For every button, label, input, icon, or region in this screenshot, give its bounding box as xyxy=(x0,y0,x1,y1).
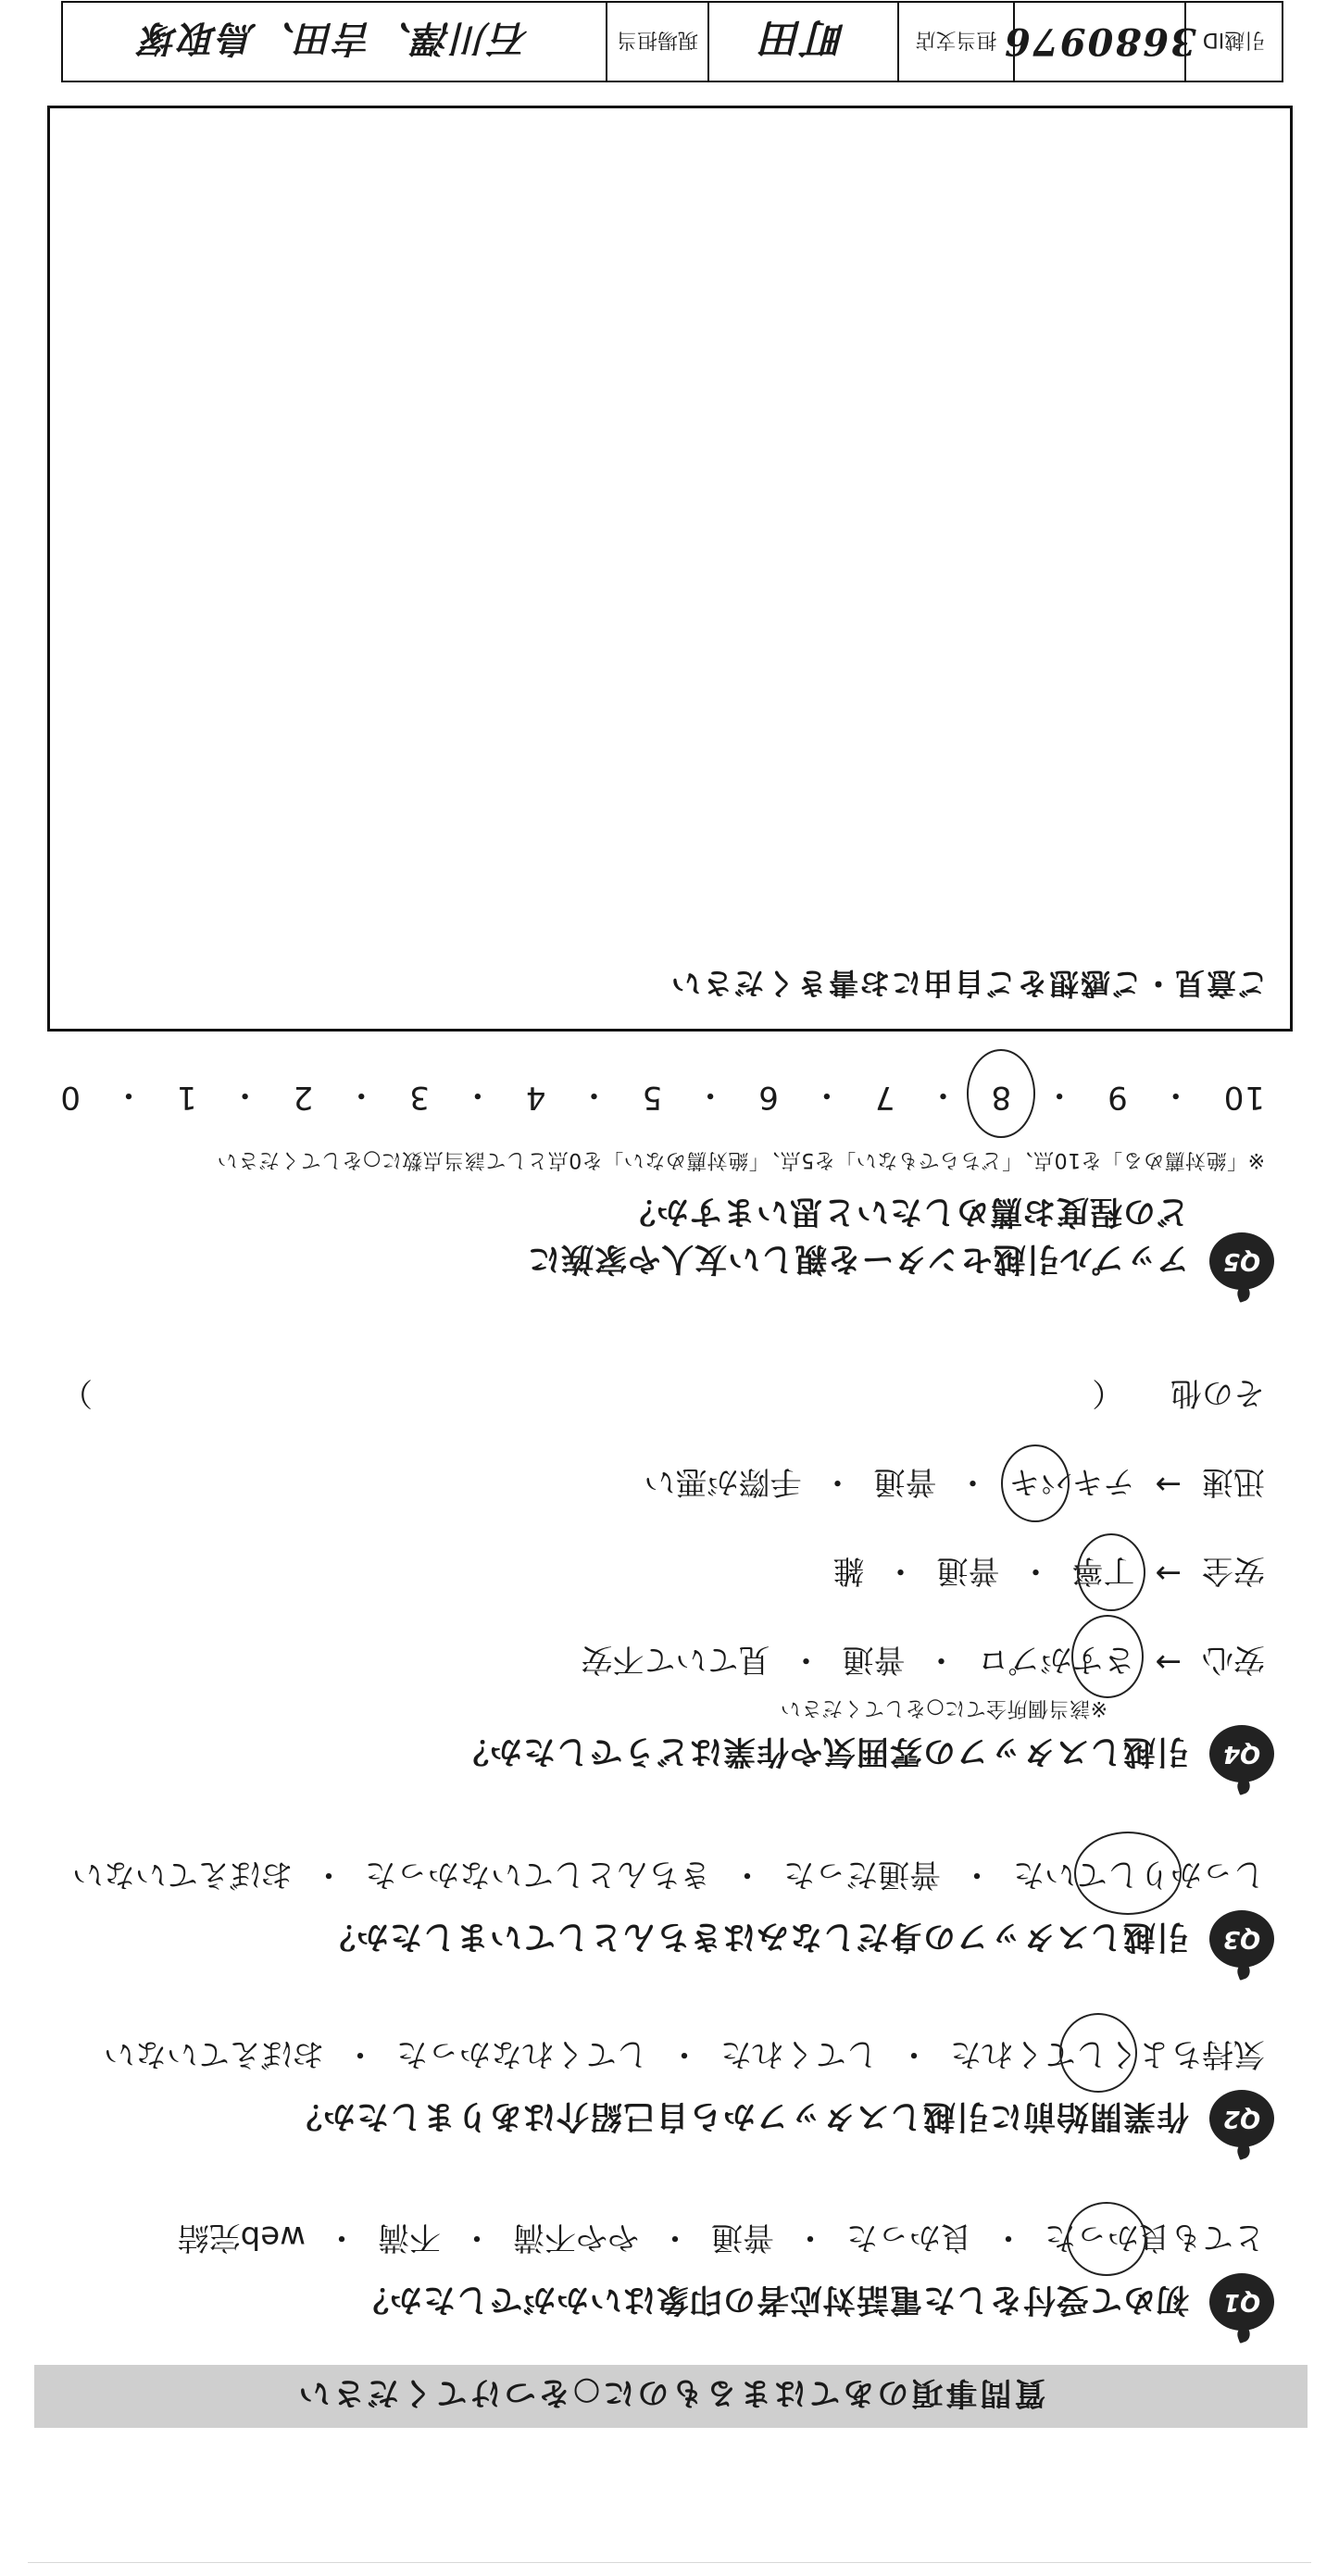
q3-option-untidy[interactable]: きちんとしていなかった xyxy=(365,1856,711,1893)
leader-label: 現場担当 xyxy=(617,28,699,52)
q1-option-web[interactable]: web完結 xyxy=(177,2219,306,2256)
q4-row-label: 迅速 xyxy=(1202,1463,1265,1500)
id-value: 3680976 xyxy=(1003,19,1196,64)
leader-label-cell xyxy=(606,3,707,81)
scale-7[interactable]: 7 xyxy=(873,1079,895,1117)
q3-option-normal[interactable]: 普通だった xyxy=(783,1856,941,1893)
question-q4 xyxy=(456,1720,1274,1787)
q4-anzen-option-rough[interactable]: 雑 xyxy=(832,1552,865,1589)
q4-other-close-paren[interactable]: ） xyxy=(61,1374,93,1411)
scale-9[interactable]: 9 xyxy=(1107,1079,1128,1117)
q2-option-dont-remember[interactable]: おぼえていない xyxy=(104,2035,324,2072)
q4-jinsoku-option-quick[interactable]: テキパキ xyxy=(1009,1462,1135,1507)
arrow-icon: → xyxy=(1155,1555,1182,1593)
scale-5[interactable]: 5 xyxy=(641,1079,663,1117)
q1-text: 初めて受付をした電話対応者の印象はいかがでしたか？ xyxy=(355,2281,1189,2318)
id-label-cell xyxy=(1184,3,1282,81)
q4-row-anshin: 安心 → さすがプロ ・ 普通 ・ 見ていて不安 xyxy=(582,1640,1266,1685)
scale-8[interactable]: 8 xyxy=(990,1080,1011,1117)
q4-jinsoku-option-normal[interactable]: 普通 xyxy=(873,1463,937,1500)
q2-option-did-not[interactable]: してくれなかった xyxy=(396,2035,648,2072)
q5-note: ※「絶対薦める」を10点、「どちらでもない」を5点、「絶対薦めない」を0点として該当点数に○をしてください xyxy=(217,1148,1265,1171)
q2-option-did[interactable]: してくれた xyxy=(720,2035,878,2072)
q4-row-jinsoku: 迅速 → テキパキ ・ 普通 ・ 手際が悪い xyxy=(644,1462,1266,1507)
q3-text: 引越しスタッフの身だしなみはきちんとしていましたか？ xyxy=(321,1918,1189,1955)
q4-text: 引越しスタッフの雰囲気や作業はどうでしたか？ xyxy=(455,1732,1189,1769)
scale-6[interactable]: 6 xyxy=(757,1079,779,1117)
q4-anzen-handwritten-circle xyxy=(1078,1533,1146,1611)
q4-other-row xyxy=(61,1373,1265,1419)
instruction-text: 質問事項のあてはまるものに○をつけてください xyxy=(295,2374,1046,2412)
q3-option-dont-remember[interactable]: おぼえていない xyxy=(72,1856,293,1893)
q3-option-tidy[interactable]: しっかりしていた xyxy=(1013,1855,1265,1900)
question-q2 xyxy=(289,2085,1274,2152)
q3-badge: Q3 xyxy=(1209,1910,1274,1968)
q1-handwritten-circle xyxy=(1067,2202,1146,2276)
leader-value-cell[interactable] xyxy=(63,3,606,81)
q4-note: ※該当個所全てに○をしてください xyxy=(780,1696,1107,1719)
q5-badge: Q5 xyxy=(1209,1232,1274,1290)
q4-anshin-option-pro[interactable]: さすがプロ xyxy=(978,1640,1135,1685)
q1-option-very-good[interactable]: とても良かった xyxy=(1045,2218,1265,2263)
question-q1 xyxy=(356,2269,1274,2335)
q4-anshin-option-anxious[interactable]: 見ていて不安 xyxy=(581,1641,770,1678)
q4-anzen-option-careful[interactable]: 丁寧 xyxy=(1072,1551,1135,1596)
arrow-icon: → xyxy=(1155,1466,1182,1504)
q3-options: しっかりしていた ・ 普通だった ・ きちんとしていなかった ・ おぼえていない xyxy=(72,1855,1265,1900)
q4-anzen-option-normal[interactable]: 普通 xyxy=(936,1552,1000,1589)
question-q5 xyxy=(527,1228,1274,1294)
instruction-banner xyxy=(34,2365,1308,2428)
q5-text-line2: どの程度お薦めしたいと思いますか？ xyxy=(621,1193,1189,1230)
branch-value-cell[interactable] xyxy=(707,3,897,81)
q4-other-open-paren: （ xyxy=(1092,1374,1124,1411)
q1-option-somewhat-dissatisfied[interactable]: やや不満 xyxy=(513,2219,639,2256)
q4-anshin-handwritten-circle xyxy=(1072,1615,1145,1698)
header-table xyxy=(61,1,1283,82)
id-label: 引越ID xyxy=(1202,28,1266,52)
q4-row-label: 安全 xyxy=(1202,1552,1265,1589)
branch-value: 町田 xyxy=(760,14,846,61)
q4-row-anzen: 安全 → 丁寧 ・ 普通 ・ 雑 xyxy=(833,1551,1266,1596)
q3-handwritten-circle xyxy=(1074,1832,1182,1915)
q1-options: とても良かった ・ 良かった ・ 普通 ・ やや不満 ・ 不満 ・ web完結 xyxy=(178,2218,1265,2263)
q2-handwritten-circle xyxy=(1059,2013,1137,2093)
scale-4[interactable]: 4 xyxy=(524,1079,546,1117)
q5-text-line1: アップル引越センターを親しい友人や家族に xyxy=(527,1240,1189,1277)
q1-option-normal[interactable]: 普通 xyxy=(711,2219,774,2256)
q2-options: 気持ちよくしてくれた ・ してくれた ・ してくれなかった ・ おぼえていない xyxy=(104,2034,1265,2080)
q1-option-good[interactable]: 良かった xyxy=(846,2219,972,2256)
q2-badge: Q2 xyxy=(1209,2090,1274,2147)
branch-label: 担当支店 xyxy=(915,28,997,52)
q4-other-label: その他 xyxy=(1170,1374,1265,1411)
q1-badge: Q1 xyxy=(1209,2273,1274,2331)
q2-text: 作業開始前に引越しスタッフから自己紹介はありましたか？ xyxy=(288,2097,1189,2134)
arrow-icon: → xyxy=(1155,1644,1182,1682)
q4-row-label: 安心 xyxy=(1202,1641,1265,1678)
q4-badge: Q4 xyxy=(1209,1725,1274,1782)
q5-scale: 10 ・ 9 ・ 8 ・ 7 ・ 6 ・ 5 ・ 4 ・ 3 ・ 2 ・ 1 ・ 0 xyxy=(59,1075,1265,1120)
q5-handwritten-circle xyxy=(967,1050,1035,1139)
q4-anshin-option-normal[interactable]: 普通 xyxy=(842,1641,906,1678)
question-q3 xyxy=(322,1906,1274,1972)
comment-label: ご意見・ご感想をご自由にお書きください xyxy=(669,966,1268,1001)
scale-1[interactable]: 1 xyxy=(175,1079,197,1117)
branch-label-cell xyxy=(897,3,1013,81)
scale-0[interactable]: 0 xyxy=(59,1079,81,1117)
q4-jinsoku-option-clumsy[interactable]: 手際が悪い xyxy=(644,1463,802,1500)
scale-3[interactable]: 3 xyxy=(408,1079,430,1117)
q1-option-dissatisfied[interactable]: 不満 xyxy=(378,2219,441,2256)
scale-2[interactable]: 2 xyxy=(292,1079,314,1117)
id-value-cell[interactable] xyxy=(1003,3,1196,81)
leader-value: 石川澤、吉田、鳥取塚 xyxy=(140,17,529,61)
scale-10[interactable]: 10 xyxy=(1222,1079,1265,1117)
q2-option-pleasant[interactable]: 気持ちよくしてくれた xyxy=(950,2034,1265,2080)
q4-jinsoku-handwritten-circle xyxy=(1002,1444,1070,1522)
comment-box[interactable] xyxy=(47,106,1293,1032)
